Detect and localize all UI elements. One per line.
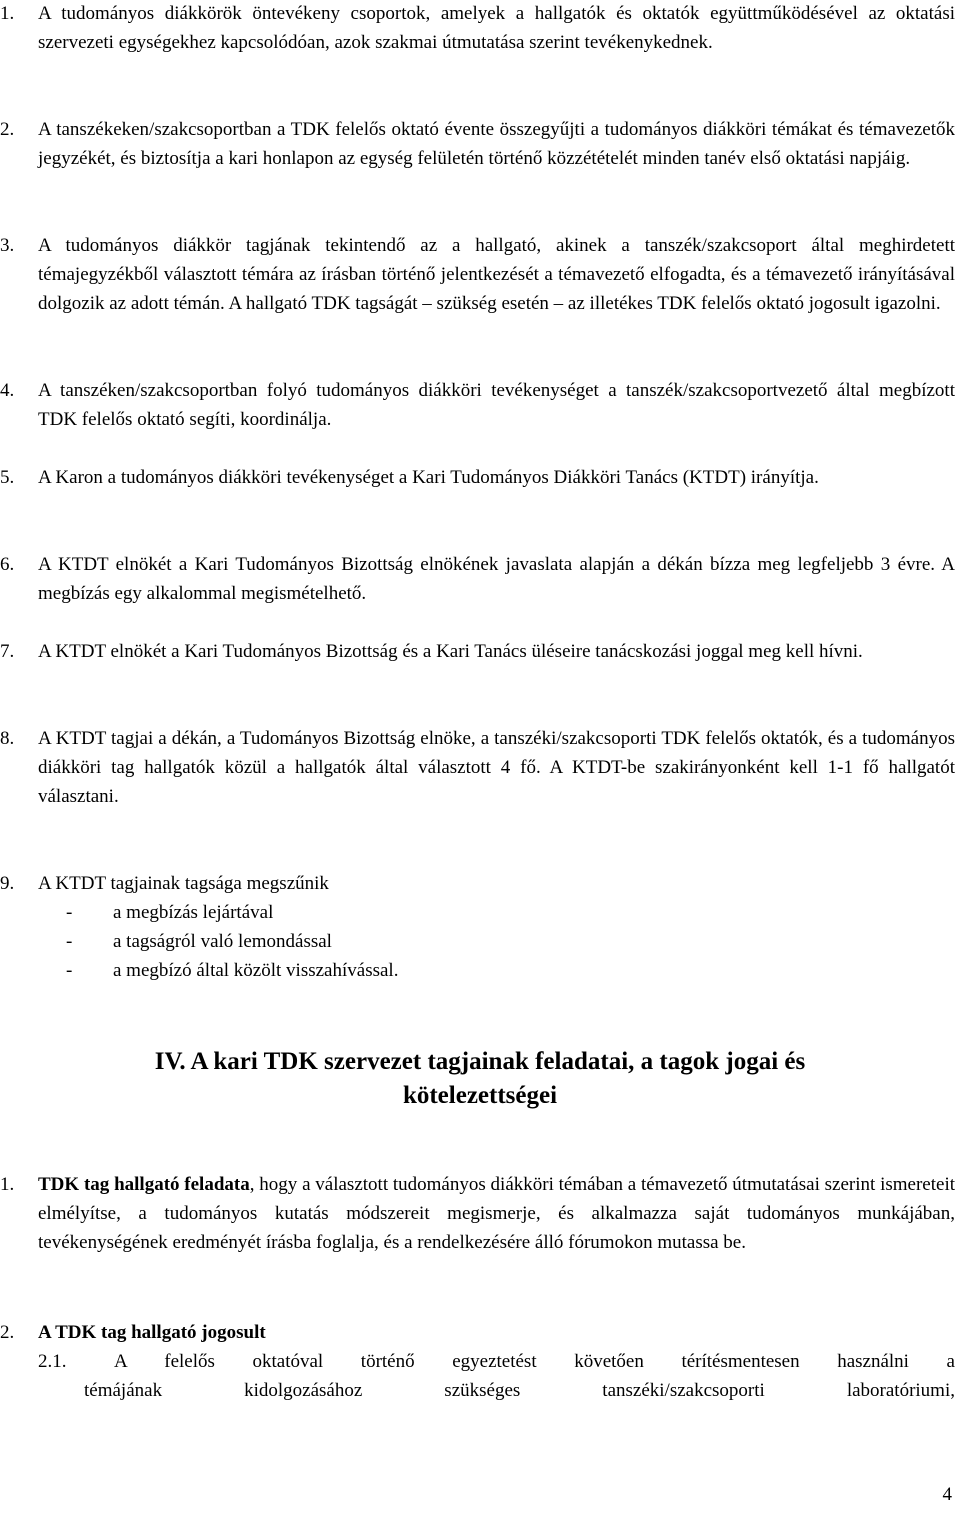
item-number: 2. [0,119,15,140]
list-item [0,377,955,435]
sub-item-text-line2: témájának kidolgozásához szükséges tanszéki/szakcsoporti laboratóriumi, [84,1379,955,1401]
item-text: A Karon a tudományos diákköri tevékenységet a Kari Tudományos Diákköri Tanács (KTDT) irányítja. [38,467,819,488]
item-number: 3. [0,235,15,256]
sub-item-text-line1: A felelős oktatóval történő egyeztetést követően térítésmentesen használni a [114,1351,955,1372]
item-text [38,1171,955,1257]
item-number: 9. [0,873,15,894]
item-number: 5. [0,467,15,488]
list-item [0,0,955,58]
dash-item-text: a tagságról való lemondással [113,930,332,952]
list-item [0,638,955,667]
section-heading [0,1045,960,1113]
item-number: 1. [0,3,15,24]
item-text: A tudományos diákkör tagjának tekintendő az a hallgató, akinek a tanszék/szakcsoport által meghirdetett témajegyzékből választott témára az írásban történő jelentkezését a témavezető elfogadta, és a témavezető irányításával dolgozik az adott témán. A hallgató TDK tagságát – szükség esetén – az illetékes TDK felelős oktató jogosult igazolni. [38,235,955,314]
list-item [0,1171,955,1257]
section-heading-line1: IV. A kari TDK szervezet tagjainak feladatai, a tagok jogai és [154,1048,806,1075]
list-item [0,232,955,318]
item-text: A tanszéken/szakcsoportban folyó tudományos diákköri tevékenységet a tanszék/szakcsoportvezető által megbízott TDK felelős oktató segíti, koordinálja. [38,380,955,430]
item-body: , hogy a választott tudományos diákköri témában a témavezető útmutatásai szerint ismereteit elmélyítse, a tudományos kutatás módszereit megismerje, és alkalmazza saját tudományos munkájában, tevékenységének eredményét írásba foglalja, és a rendelkezésére álló fórumokon mutassa be. [38,1174,956,1253]
dash-list-item [66,957,666,986]
item-text: A KTDT elnökét a Kari Tudományos Bizottság elnökének javaslata alapján a dékán bízza meg legfeljebb 3 évre. A megbízás egy alkalommal megismételhető. [38,554,955,604]
item-number: 4. [0,380,15,401]
list-item [0,1319,955,1348]
item-text: A TDK tag hallgató jogosult [38,1322,266,1343]
sub-item-number: 2.1. [38,1351,67,1372]
list-item [0,725,955,811]
item-number: 1. [0,1174,15,1195]
list-item [0,551,955,609]
dash-list [66,899,666,985]
item-bold-lead: TDK tag hallgató feladata [38,1174,250,1195]
dash-marker: - [66,959,73,981]
page-number: 4 [942,1484,952,1505]
item-number: 8. [0,728,15,749]
dash-item-text: a megbízás lejártával [113,902,274,923]
list-item [0,870,955,899]
item-text: A KTDT tagjainak tagsága megszűnik [38,873,329,894]
item-number: 2. [0,1322,15,1343]
dash-item-text: a megbízó által közölt visszahívással. [113,959,399,981]
sub-item-line1 [38,1348,955,1377]
dash-list-item [66,899,666,928]
item-number: 6. [0,554,15,575]
item-text: A tanszékeken/szakcsoportban a TDK felelős oktató évente összegyűjti a tudományos diákköri témákat és témavezetők jegyzékét, és biztosítja a kari honlapon az egység felületén történő közzétételét minden tanév első oktatási napjáig. [38,119,955,169]
item-text: A KTDT elnökét a Kari Tudományos Bizottság és a Kari Tanács üléseire tanácskozási joggal meg kell hívni. [38,641,863,662]
dash-list-item [66,928,666,957]
dash-marker: - [66,930,73,952]
dash-marker: - [66,902,73,923]
section-heading-line2: kötelezettségei [402,1082,558,1109]
list-item [0,116,955,174]
item-text: A KTDT tagjai a dékán, a Tudományos Bizottság elnöke, a tanszéki/szakcsoporti TDK felelős oktatók, és a tudományos diákköri tag hallgatók közül a hallgatók által választott 4 fő. A KTDT-be szakirányonként kell 1-1 fő hallgatót választani. [38,728,955,807]
list-item [0,464,955,493]
sub-item [38,1348,955,1406]
item-number: 7. [0,641,15,662]
item-text: A tudományos diákkörök öntevékeny csoportok, amelyek a hallgatók és oktatók együttműködésével az oktatási szervezeti egységekhez kapcsolódóan, azok szakmai útmutatása szerint tevékenykednek. [38,3,955,53]
